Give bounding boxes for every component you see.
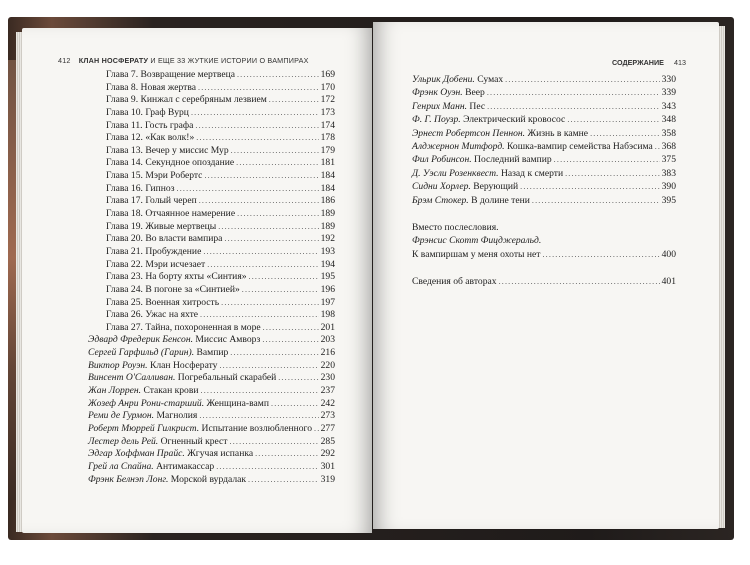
leader-dots: [314, 423, 319, 436]
entry-author: Фрэнк Белнэп Лонг.: [88, 473, 169, 485]
toc-entry[interactable]: [88, 157, 335, 170]
entry-text: [88, 436, 228, 449]
entry-title: Жизнь в камне: [527, 127, 589, 139]
entry-text: [412, 73, 503, 86]
entry-text: [106, 309, 198, 322]
entry-author: Ф. Г. Поузр.: [412, 114, 461, 126]
leader-dots: [236, 157, 318, 170]
entry-title: Миссис Амворз: [195, 334, 261, 346]
entry-page: 198: [320, 309, 335, 321]
entry-page: 375: [661, 154, 676, 166]
leader-dots: [237, 69, 319, 82]
entry-text: [412, 180, 518, 193]
entry-page: 277: [320, 422, 335, 434]
leader-dots: [532, 194, 660, 207]
entry-page: 330: [661, 74, 676, 85]
spacer: [412, 207, 676, 221]
entry-title: Глава 10. Граф Вурц: [106, 106, 189, 118]
entry-page: 201: [320, 321, 335, 333]
entry-page: 292: [320, 448, 335, 460]
leader-dots: [207, 259, 318, 272]
toc-entry[interactable]: [88, 410, 335, 423]
entry-title: Сведения об авторах: [412, 276, 497, 288]
entry-text: [106, 69, 235, 82]
entry-text: [412, 100, 485, 113]
leader-dots: [204, 170, 318, 183]
entry-text: [106, 132, 194, 145]
entry-title: Глава 23. На борту яхты «Синтия»: [106, 271, 247, 283]
toc-entry[interactable]: [412, 140, 676, 153]
entry-title: Глава 22. Мэри исчезает: [106, 258, 206, 270]
running-title-bold: КЛАН НОСФЕРАТУ: [78, 56, 149, 65]
leader-dots: [255, 448, 319, 461]
leader-dots: [278, 372, 318, 385]
entry-text: [106, 157, 234, 170]
entry-title: Жгучая испанка: [187, 448, 254, 460]
leader-dots: [196, 132, 318, 145]
toc-entry[interactable]: [88, 436, 335, 449]
toc-entry[interactable]: [88, 423, 335, 436]
entry-text: [106, 183, 175, 196]
entry-text: [412, 153, 552, 166]
leader-dots: [262, 334, 318, 347]
entry-title: Кошка-вампир семейства Набэсима: [507, 140, 653, 152]
entry-page: 169: [320, 69, 335, 80]
entry-page: 343: [661, 100, 676, 112]
entry-title: Глава 8. Новая жертва: [106, 81, 197, 93]
entry-author: Реми де Гурмон.: [88, 410, 155, 422]
entry-page: 194: [320, 258, 335, 270]
entry-author: Фил Робинсон.: [412, 154, 472, 166]
toc-entry[interactable]: [88, 461, 335, 474]
toc-entry[interactable]: [412, 194, 676, 207]
toc-entry[interactable]: [88, 271, 335, 284]
entry-title: Глава 13. Вечер у миссис Мур: [106, 144, 229, 156]
entry-title: Пес: [469, 100, 486, 112]
spacer: [412, 261, 676, 275]
entry-page: 173: [320, 106, 335, 118]
toc-entry[interactable]: [88, 385, 335, 398]
entry-title: Погребальный скарабей: [177, 372, 277, 384]
entry-author: Грей ла Спайна.: [88, 460, 154, 472]
toc-entry[interactable]: [88, 448, 335, 461]
toc-entry[interactable]: [88, 233, 335, 246]
entry-author: Виктор Роуэн.: [88, 359, 148, 371]
toc-entry[interactable]: [88, 82, 335, 95]
entry-page: 192: [320, 233, 335, 245]
left-running-header: [58, 56, 309, 65]
leader-dots: [505, 73, 659, 86]
entry-text: [106, 94, 267, 107]
entry-text: [88, 385, 199, 398]
entry-page: 395: [661, 194, 676, 206]
entry-page: 358: [661, 127, 676, 139]
entry-page: 216: [320, 347, 335, 359]
entry-author: Ульрик Добени.: [412, 74, 475, 85]
entry-page: 339: [661, 87, 676, 99]
entry-title: Клан Носферату: [149, 359, 218, 371]
leader-dots: [191, 107, 319, 120]
afterword-author: Фрэнсис Скотт Фицджеральд.: [412, 235, 542, 247]
entry-text: [106, 82, 196, 95]
entry-title: Огненный крест: [160, 435, 228, 447]
entry-title: Последний вампир: [474, 154, 552, 166]
entry-page: 319: [320, 473, 335, 485]
entry-title: Назад к смерти: [500, 167, 564, 179]
toc-entry[interactable]: [88, 474, 335, 487]
toc-entry[interactable]: [88, 132, 335, 145]
toc-entry[interactable]: [412, 167, 676, 180]
toc-entry[interactable]: [88, 69, 335, 82]
entry-title: Глава 20. Во власти вампира: [106, 233, 223, 245]
entry-author: Эрнест Робертсон Пеннон.: [412, 127, 526, 139]
entry-page: 178: [320, 132, 335, 144]
entry-page: 174: [320, 119, 335, 131]
entry-title: Глава 11. Гость графа: [106, 119, 194, 131]
entry-text: [106, 271, 247, 284]
leader-dots: [200, 309, 319, 322]
entry-page: 390: [661, 181, 676, 193]
entry-text: [106, 120, 193, 133]
entry-author: Эдвард Фредерик Бенсон.: [88, 334, 193, 346]
leader-dots: [249, 271, 319, 284]
toc-entry[interactable]: [412, 153, 676, 166]
entry-author: Фрэнк Оуэн.: [412, 87, 463, 99]
toc-entry-afterword[interactable]: [412, 248, 676, 261]
entry-title: Глава 17. Голый череп: [106, 195, 197, 207]
entry-title: Глава 12. «Как волк!»: [106, 132, 195, 144]
entry-text: [106, 170, 202, 183]
entry-text: [88, 423, 312, 436]
leader-dots: [499, 275, 660, 288]
toc-right-list: [412, 73, 676, 288]
entry-page: 184: [320, 170, 335, 182]
toc-entry[interactable]: [88, 183, 335, 196]
entry-title: Глава 26. Ужас на яхте: [106, 309, 199, 321]
entry-page: 195: [320, 271, 335, 283]
leader-dots: [567, 113, 659, 126]
entry-title: Глава 16. Гипноз: [106, 182, 175, 194]
entry-text: [88, 334, 260, 347]
toc-entry[interactable]: [88, 322, 335, 335]
entry-title: Глава 18. Отчаянное намерение: [106, 208, 236, 220]
toc-entry-authors[interactable]: [412, 275, 676, 288]
entry-title: Глава 19. Живые мертвецы: [106, 220, 217, 232]
entry-page: 368: [661, 140, 676, 152]
entry-text: [106, 195, 197, 208]
entry-text: [88, 347, 228, 360]
entry-text: [106, 284, 240, 297]
entry-text: [412, 86, 485, 99]
leader-dots: [520, 180, 659, 193]
leader-dots: [219, 360, 318, 373]
entry-text: [88, 360, 217, 373]
toc-entry[interactable]: [88, 347, 335, 360]
entry-text: [106, 107, 189, 120]
entry-title: Сумах: [477, 74, 504, 85]
entry-page: 186: [320, 195, 335, 207]
leader-dots: [224, 233, 318, 246]
entry-page: 230: [320, 372, 335, 384]
entry-page: 348: [661, 114, 676, 126]
entry-author: Сидни Хорлер.: [412, 181, 471, 193]
entry-page: 242: [320, 397, 335, 409]
entry-text: [88, 398, 269, 411]
entry-author: Эдгар Хоффман Прайс.: [88, 448, 185, 460]
leader-dots: [198, 82, 319, 95]
leader-dots: [248, 474, 319, 487]
entry-text: [88, 372, 276, 385]
afterword-label: Вместо послесловия.: [412, 221, 499, 233]
toc-entry[interactable]: [412, 127, 676, 140]
entry-text: [106, 246, 201, 259]
entry-text: [412, 194, 530, 207]
leader-dots: [230, 347, 318, 360]
running-title-contents: СОДЕРЖАНИЕ: [612, 58, 664, 67]
toc-entry[interactable]: [88, 259, 335, 272]
toc-entry[interactable]: [88, 284, 335, 297]
leader-dots: [201, 385, 319, 398]
entry-author: Роберт Мюррей Гилкрист.: [88, 422, 200, 434]
entry-text: [106, 233, 222, 246]
entry-text: [412, 113, 565, 126]
entry-text: [88, 410, 197, 423]
entry-title: Глава 27. Тайна, похороненная в море: [106, 321, 261, 333]
leader-dots: [237, 208, 319, 221]
leader-dots: [221, 297, 318, 310]
entry-page: 172: [320, 94, 335, 106]
entry-author: Д. Уэсли Розенквест.: [412, 167, 499, 179]
left-page-number: 412: [58, 56, 71, 65]
toc-entry[interactable]: [88, 170, 335, 183]
entry-text: [106, 297, 219, 310]
entry-page: 400: [661, 248, 676, 260]
entry-page: 189: [320, 220, 335, 232]
entry-author: Брэм Стокер.: [412, 194, 469, 206]
entry-author: Генрих Манн.: [412, 100, 468, 112]
entry-title: Глава 7. Возвращение мертвеца: [106, 69, 235, 80]
toc-entry[interactable]: [88, 246, 335, 259]
entry-page: 196: [320, 283, 335, 295]
entry-title: Глава 9. Кинжал с серебряным лезвием: [106, 94, 267, 106]
entry-page: 203: [320, 334, 335, 346]
entry-text: [412, 127, 588, 140]
entry-page: 189: [320, 208, 335, 220]
leader-dots: [216, 461, 318, 474]
entry-author: Жозеф Анри Рони-старший.: [88, 397, 205, 409]
entry-author: Жан Лоррен.: [88, 385, 142, 397]
entry-title: Стакан крови: [143, 385, 199, 397]
toc-entry[interactable]: [88, 360, 335, 373]
toc-entry[interactable]: [412, 100, 676, 113]
entry-page: 170: [320, 81, 335, 93]
entry-title: Глава 21. Пробуждение: [106, 245, 202, 257]
toc-entry[interactable]: [88, 334, 335, 347]
leader-dots: [542, 248, 659, 261]
entry-text: [88, 474, 246, 487]
entry-title: В долине тени: [471, 194, 530, 206]
leader-dots: [487, 100, 660, 113]
entry-text: [106, 259, 205, 272]
leader-dots: [554, 153, 660, 166]
entry-page: 273: [320, 410, 335, 422]
toc-entry[interactable]: [412, 86, 676, 99]
leader-dots: [269, 94, 319, 107]
entry-title: Электрический кровосос: [463, 114, 566, 126]
leader-dots: [655, 140, 660, 153]
entry-title: Вампир: [196, 347, 229, 359]
entry-title: Глава 14. Секундное опоздание: [106, 157, 235, 169]
entry-page: 401: [661, 276, 676, 288]
entry-title: Женщина-вамп: [206, 397, 269, 409]
leader-dots: [271, 398, 319, 411]
entry-page: 179: [320, 144, 335, 156]
entry-text: [88, 448, 253, 461]
toc-entry[interactable]: [88, 372, 335, 385]
toc-entry[interactable]: [88, 94, 335, 107]
toc-entry[interactable]: [88, 297, 335, 310]
entry-title: Испытание возлюбленного: [201, 422, 313, 434]
entry-text: [412, 140, 653, 153]
entry-title: Морской вурдалак: [170, 473, 247, 485]
entry-title: Глава 15. Мэри Робертс: [106, 170, 203, 182]
entry-page: 193: [320, 245, 335, 257]
entry-text: [88, 461, 214, 474]
entry-title: Глава 25. Военная хитрость: [106, 296, 220, 308]
leader-dots: [218, 221, 318, 234]
toc-entry[interactable]: [88, 120, 335, 133]
entry-title: К вампиршам у меня охоты нет: [412, 248, 541, 260]
leader-dots: [203, 246, 318, 259]
leader-dots: [230, 436, 319, 449]
leader-dots: [199, 195, 319, 208]
running-title-rest: И ЕЩЕ 33 ЖУТКИЕ ИСТОРИИ О ВАМПИРАХ: [150, 56, 309, 65]
toc-entry[interactable]: [412, 113, 676, 126]
leader-dots: [177, 183, 319, 196]
entry-title: Глава 24. В погоне за «Синтией»: [106, 283, 240, 295]
toc-entry[interactable]: [88, 309, 335, 322]
toc-entry[interactable]: [88, 107, 335, 120]
toc-entry[interactable]: [88, 221, 335, 234]
entry-title: Магнолия: [156, 410, 198, 422]
leader-dots: [487, 86, 660, 99]
entry-page: 220: [320, 359, 335, 371]
entry-author: Алджернон Митфорд.: [412, 140, 505, 152]
right-running-header: [612, 58, 686, 67]
right-page-number: 413: [673, 58, 686, 67]
toc-entry[interactable]: [88, 208, 335, 221]
entry-text: [106, 221, 216, 234]
entry-page: 197: [320, 296, 335, 308]
leader-dots: [195, 120, 318, 133]
toc-left-list: [88, 69, 335, 486]
entry-title: Веер: [465, 87, 485, 99]
toc-entry[interactable]: [88, 145, 335, 158]
leader-dots: [242, 284, 319, 297]
leader-dots: [199, 410, 318, 423]
leader-dots: [590, 127, 660, 140]
entry-page: 181: [320, 157, 335, 169]
toc-entry[interactable]: [88, 195, 335, 208]
entry-page: 184: [320, 182, 335, 194]
entry-text: [412, 167, 563, 180]
entry-text: [106, 145, 229, 158]
toc-entry[interactable]: [412, 73, 676, 86]
entry-page: 301: [320, 460, 335, 472]
entry-page: 383: [661, 167, 676, 179]
leader-dots: [231, 145, 319, 158]
toc-entry[interactable]: [88, 398, 335, 411]
entry-author: Винсент О'Салливан.: [88, 372, 176, 384]
entry-page: 237: [320, 385, 335, 397]
leader-dots: [565, 167, 660, 180]
toc-entry[interactable]: [412, 180, 676, 193]
leader-dots: [263, 322, 319, 335]
entry-author: Сергей Гарфильд (Гарин).: [88, 347, 195, 359]
entry-page: 285: [320, 435, 335, 447]
entry-title: Антимакассар: [156, 460, 215, 472]
entry-title: Верующий: [473, 181, 519, 193]
entry-text: [106, 322, 261, 335]
entry-text: [106, 208, 235, 221]
entry-author: Лестер дель Рей.: [88, 435, 159, 447]
